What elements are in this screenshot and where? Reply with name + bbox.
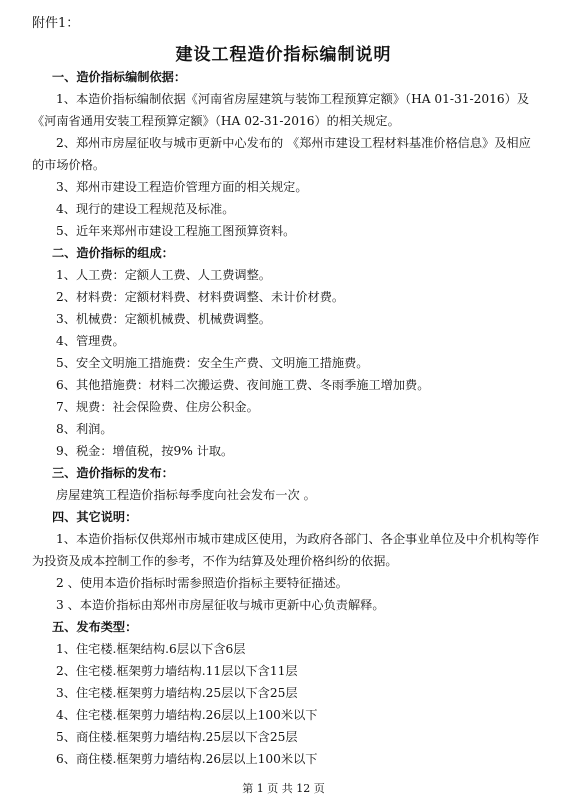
list-item: 6、商住楼.框架剪力墙结构.26层以上100米以下 [56, 752, 318, 766]
list-item: 5、商住楼.框架剪力墙结构.25层以下含25层 [56, 730, 298, 744]
paragraph: 2、郑州市房屋征收与城市更新中心发布的 《郑州市建设工程材料基准价格信息》及相应的市场价格。 [32, 136, 531, 172]
list-item: 1、住宅楼.框架结构.6层以下含6层 [56, 642, 246, 656]
page-number: 第 1 页 共 12 页 [242, 782, 325, 795]
list-item: 6、其他措施费：材料二次搬运费、夜间施工费、冬雨季施工增加费。 [56, 378, 430, 392]
page-title: 建设工程造价指标编制说明 [175, 45, 392, 65]
list-item: 1、人工费：定额人工费、人工费调整。 [56, 268, 271, 282]
section-heading-types: 五、发布类型： [52, 620, 138, 634]
list-item: 3、住宅楼.框架剪力墙结构.25层以下含25层 [56, 686, 298, 700]
document-body [32, 66, 542, 770]
paragraph: 2 、使用本造价指标时需参照造价指标主要特征描述。 [56, 576, 348, 590]
paragraph: 1、本造价指标编制依据《河南省房屋建筑与装饰工程预算定额》（HA 01-31-2016）及《河南省通用安装工程预算定额》（HA 02-31-2016）的相关规定。 [32, 92, 530, 128]
list-item: 8、利润。 [56, 422, 113, 436]
paragraph: 房屋建筑工程造价指标每季度向社会发布一次 。 [56, 488, 316, 502]
paragraph: 1、本造价指标仅供郑州市城市建成区使用，为政府各部门、各企事业单位及中介机构等作为投资及成本控制工作的参考，不作为结算及处理价格纠纷的依据。 [32, 532, 540, 568]
section-heading-other: 四、其它说明： [52, 510, 138, 524]
list-item: 4、住宅楼.框架剪力墙结构.26层以上100米以下 [56, 708, 318, 722]
list-item: 7、规费：社会保险费、住房公积金。 [56, 400, 259, 414]
section-heading-release: 三、造价指标的发布： [52, 466, 174, 480]
paragraph: 4、现行的建设工程规范及标准。 [56, 202, 235, 216]
paragraph: 5、近年来郑州市建设工程施工图预算资料。 [56, 224, 296, 238]
section-heading-basis: 一、造价指标编制依据： [52, 70, 187, 84]
list-item: 2、材料费：定额材料费、材料费调整、未计价材费。 [56, 290, 345, 304]
section-heading-composition: 二、造价指标的组成： [52, 246, 174, 260]
list-item: 2、住宅楼.框架剪力墙结构.11层以下含11层 [56, 664, 298, 678]
list-item: 3、机械费：定额机械费、机械费调整。 [56, 312, 271, 326]
attachment-label: 附件1： [32, 16, 80, 31]
list-item: 9、税金：增值税，按9% 计取。 [56, 444, 234, 458]
paragraph: 3、郑州市建设工程造价管理方面的相关规定。 [56, 180, 308, 194]
list-item: 4、管理费。 [56, 334, 125, 348]
list-item: 5、安全文明施工措施费：安全生产费、文明施工措施费。 [56, 356, 369, 370]
paragraph: 3 、本造价指标由郑州市房屋征收与城市更新中心负责解释。 [56, 598, 385, 612]
